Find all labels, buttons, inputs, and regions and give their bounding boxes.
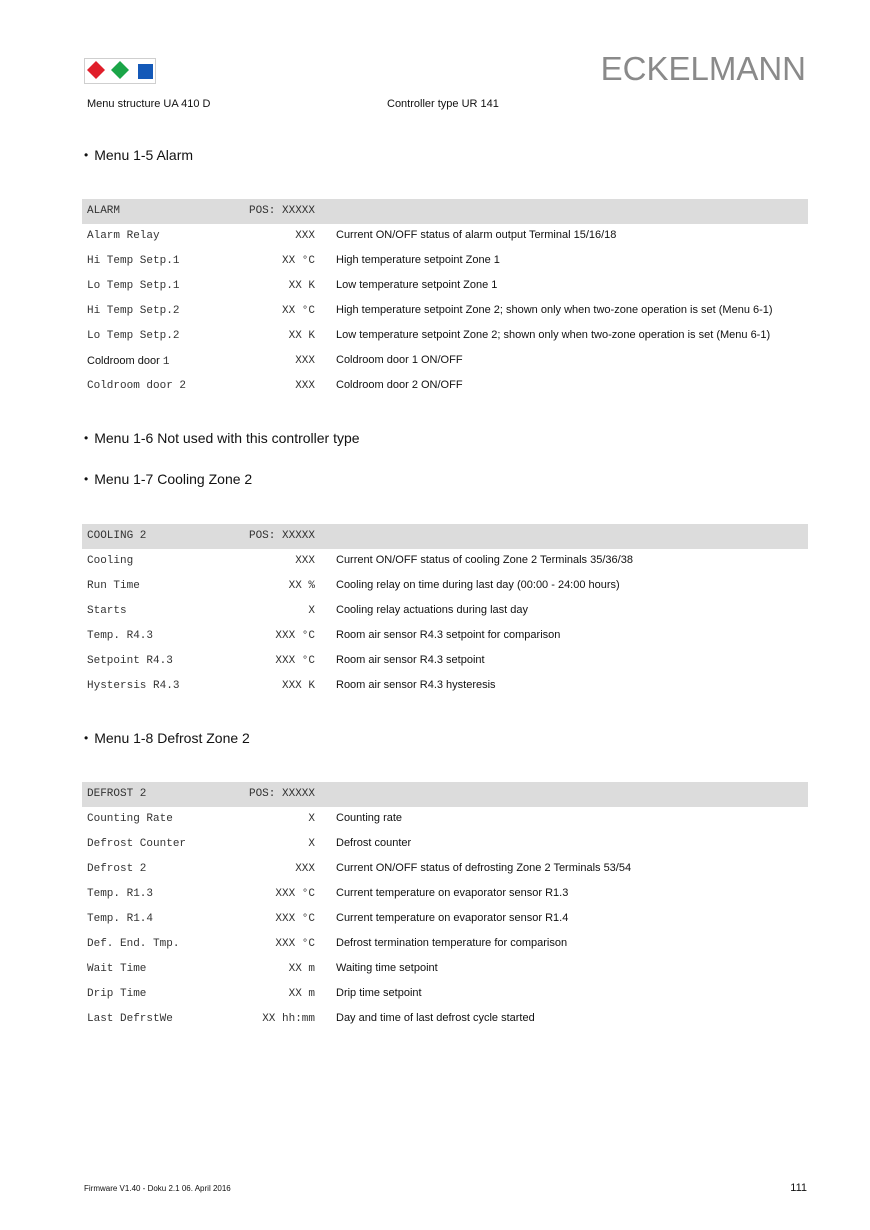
section-title-alarm [84,147,193,163]
param-description: Current ON/OFF status of alarm output Terminal 15/16/18 [336,229,617,241]
section-title-text: Menu 1-7 Cooling Zone 2 [94,471,253,487]
param-description: High temperature setpoint Zone 1 [336,254,500,266]
param-name: Lo Temp Setp.1 [87,280,180,292]
document-title: Menu structure UA 410 D [87,98,211,110]
param-description: Defrost counter [336,837,412,849]
param-value: XXX [295,230,315,242]
param-description: Room air sensor R4.3 setpoint for comparison [336,629,561,641]
defrost-menu-table [82,782,808,1032]
param-value: XXX K [281,680,315,692]
section-title-text: Menu 1-6 Not used with this controller type [94,430,360,446]
param-value: XXX °C [275,938,315,950]
param-name-text: Coldroom door [87,355,163,367]
table-row [82,649,808,674]
param-name: Setpoint R4.3 [87,655,173,667]
param-description: Cooling relay actuations during last day [336,604,529,616]
param-value: XXX [295,863,315,875]
table-row [82,224,808,249]
table-row [82,674,808,699]
param-description: Coldroom door 1 ON/OFF [336,354,463,366]
param-description: Low temperature setpoint Zone 2; shown only when two-zone operation is set (Menu 6-1) [336,329,771,341]
table-row [82,907,808,932]
param-description: Room air sensor R4.3 hysteresis [336,679,496,691]
menu-pos: POS: XXXXX [248,788,315,800]
table-header [82,782,808,807]
param-value: XXX [295,355,315,367]
bullet-icon: • [84,731,89,745]
param-description: Low temperature setpoint Zone 1 [336,279,498,291]
param-value: X [308,838,315,850]
param-description: Coldroom door 2 ON/OFF [336,379,463,391]
table-header [82,199,808,224]
param-value: X [308,605,315,617]
param-name: Wait Time [87,963,147,975]
section-title-text: Menu 1-8 Defrost Zone 2 [94,730,250,746]
param-name: Coldroom door 2 [87,380,187,392]
param-description: Current temperature on evaporator sensor R1.4 [336,912,569,924]
menu-pos: POS: XXXXX [248,530,315,542]
param-name: Hi Temp Setp.1 [87,255,180,267]
table-row [82,599,808,624]
table-row [82,349,808,374]
param-name: Defrost 2 [87,863,147,875]
param-description: Counting rate [336,812,403,824]
bullet-icon: • [84,472,89,486]
section-title-text: Menu 1-5 Alarm [94,147,194,163]
alarm-menu-table [82,199,808,399]
section-title-cooling [84,471,252,487]
table-row [82,982,808,1007]
cooling-menu-table [82,524,808,699]
param-name-number: 1 [162,356,170,368]
controller-type: Controller type UR 141 [387,98,499,110]
table-row [82,957,808,982]
param-name: Lo Temp Setp.2 [87,330,180,342]
param-name: Starts [87,605,127,617]
param-value: XX °C [281,255,315,267]
table-row [82,807,808,832]
param-name: Counting Rate [87,813,173,825]
section-title-menu-1-6 [84,430,360,446]
param-name: Hystersis R4.3 [87,680,180,692]
table-row [82,299,808,324]
param-name: Defrost Counter [87,838,187,850]
param-value: XX m [288,963,315,975]
param-value: XXX °C [275,655,315,667]
param-name: Temp. R4.3 [87,630,154,642]
param-description: Current temperature on evaporator sensor R1.3 [336,887,569,899]
param-description: Defrost termination temperature for comparison [336,937,568,949]
param-name: Hi Temp Setp.2 [87,305,180,317]
param-name: Cooling [87,555,134,567]
table-header [82,524,808,549]
eckelmann-logo-icon [84,58,156,84]
section-title-defrost [84,730,250,746]
param-value: X [308,813,315,825]
param-value: XX m [288,988,315,1000]
bullet-icon: • [84,431,89,445]
brand-name: ECKELMANN [600,50,806,87]
param-name: Temp. R1.3 [87,888,154,900]
bullet-icon: • [84,148,89,162]
param-description: Drip time setpoint [336,987,422,999]
table-row [82,274,808,299]
param-name: Alarm Relay [87,230,160,242]
table-row [82,624,808,649]
menu-pos: POS: XXXXX [248,205,315,217]
param-value: XXX [295,380,315,392]
param-value: XXX [295,555,315,567]
blue-square-icon [138,64,153,79]
page-number: 111 [790,1182,807,1194]
param-value: XX °C [281,305,315,317]
param-description: High temperature setpoint Zone 2; shown only when two-zone operation is set (Menu 6-1) [336,304,773,316]
menu-name: DEFROST 2 [87,788,147,800]
table-row [82,882,808,907]
param-name: Run Time [87,580,140,592]
table-row [82,374,808,399]
table-row [82,857,808,882]
param-description: Waiting time setpoint [336,962,438,974]
param-value: XXX °C [275,888,315,900]
menu-name: COOLING 2 [87,530,147,542]
menu-name: ALARM [87,205,121,217]
param-description: Cooling relay on time during last day (00:00 - 24:00 hours) [336,579,620,591]
footer-firmware: Firmware V1.40 - Doku 2.1 06. April 2016 [84,1184,231,1193]
param-value: XX % [288,580,315,592]
param-description: Current ON/OFF status of defrosting Zone 2 Terminals 53/54 [336,862,632,874]
param-description: Day and time of last defrost cycle started [336,1012,535,1024]
table-row [82,1007,808,1032]
param-value: XX K [288,330,315,342]
param-name: Drip Time [87,988,147,1000]
param-name: Temp. R1.4 [87,913,154,925]
table-row [82,832,808,857]
param-name: Def. End. Tmp. [87,938,180,950]
param-description: Room air sensor R4.3 setpoint [336,654,485,666]
table-row [82,249,808,274]
param-description: Current ON/OFF status of cooling Zone 2 Terminals 35/36/38 [336,554,633,566]
param-value: XXX °C [275,913,315,925]
table-row [82,574,808,599]
param-value: XXX °C [275,630,315,642]
param-value: XX hh:mm [262,1013,315,1025]
table-row [82,549,808,574]
param-name [87,355,169,368]
param-name: Last DefrstWe [87,1013,173,1025]
table-row [82,324,808,349]
table-row [82,932,808,957]
param-value: XX K [288,280,315,292]
